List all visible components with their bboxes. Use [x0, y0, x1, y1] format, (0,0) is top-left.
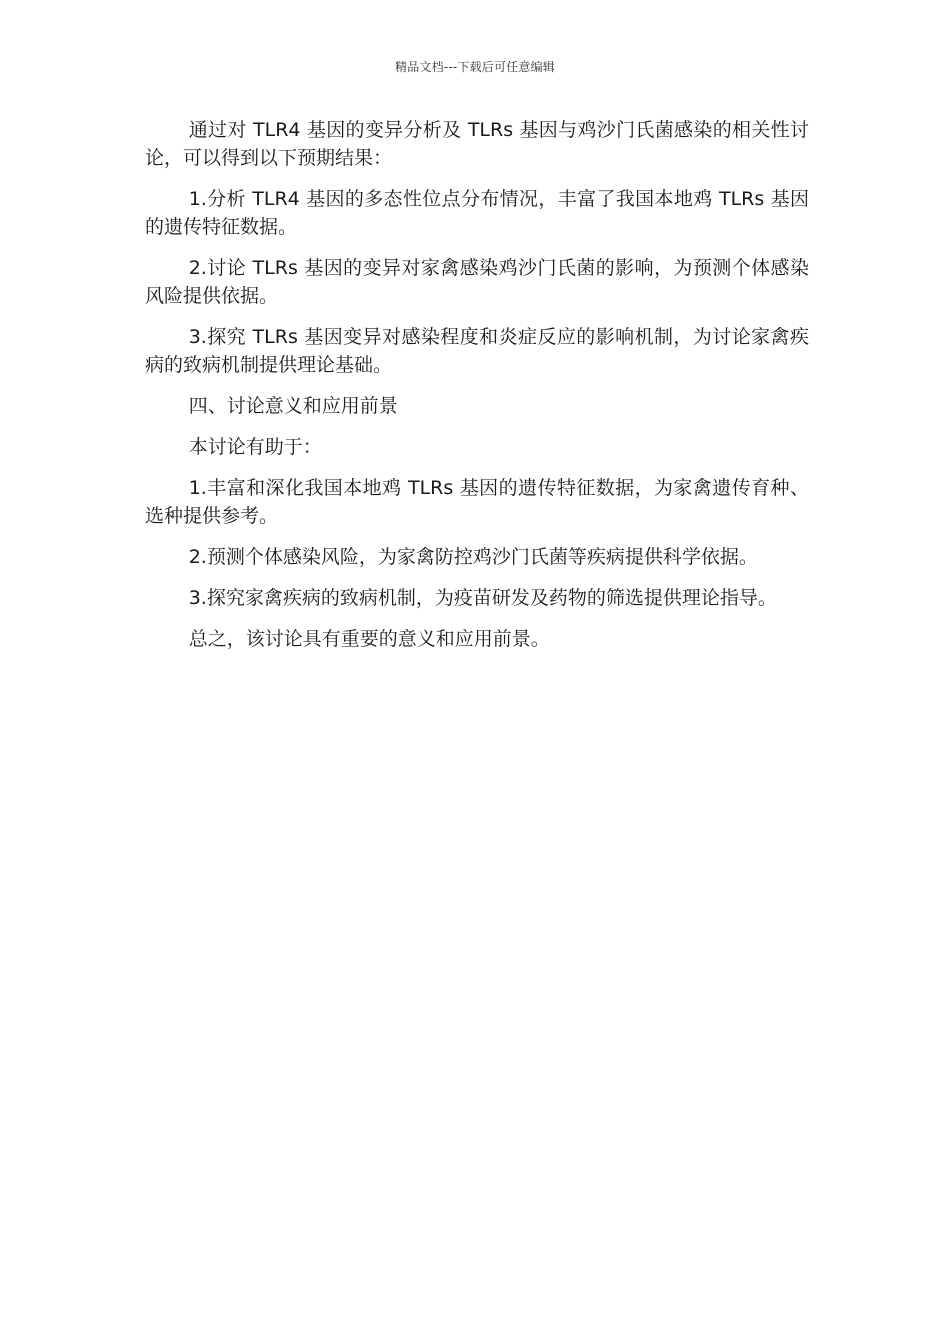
paragraph-intro: 通过对 TLR4 基因的变异分析及 TLRs 基因与鸡沙门氏菌感染的相关性讨论，可以得到以下预期结果： [145, 119, 809, 169]
document-body [145, 116, 809, 666]
paragraph-helps-intro: 本讨论有助于： [188, 436, 322, 458]
section-heading-significance: 四、讨论意义和应用前景 [188, 395, 398, 417]
paragraph-result-1: 1.分析 TLR4 基因的多态性位点分布情况，丰富了我国本地鸡 TLRs 基因的遗传特征数据。 [145, 188, 809, 238]
paragraph-significance-3: 3.探究家禽疾病的致病机制，为疫苗研发及药物的筛选提供理论指导。 [188, 587, 777, 609]
paragraph-result-3: 3.探究 TLRs 基因变异对感染程度和炎症反应的影响机制，为讨论家禽疾病的致病机制提供理论基础。 [145, 326, 809, 376]
paragraph-significance-2: 2.预测个体感染风险，为家禽防控鸡沙门氏菌等疾病提供科学依据。 [188, 546, 758, 568]
paragraph-conclusion: 总之，该讨论具有重要的意义和应用前景。 [188, 628, 550, 650]
page-header: 精品文档---下载后可任意编辑 [395, 60, 555, 74]
paragraph-significance-1: 1.丰富和深化我国本地鸡 TLRs 基因的遗传特征数据，为家禽遗传育种、选种提供参考。 [145, 477, 809, 527]
paragraph-result-2: 2.讨论 TLRs 基因的变异对家禽感染鸡沙门氏菌的影响，为预测个体感染风险提供依据。 [145, 257, 809, 307]
